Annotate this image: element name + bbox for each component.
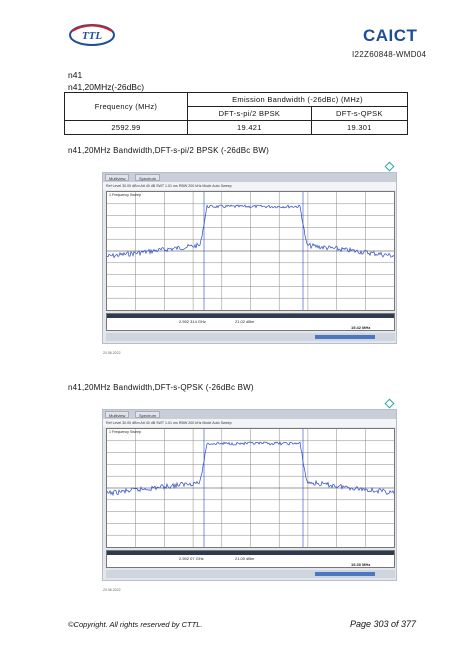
trace-label: 1 Frequency Sweep [109, 430, 141, 434]
spectrum-screenshot-bpsk [102, 172, 397, 344]
spectrum-trace [107, 429, 394, 547]
tab-spectrum: Spectrum [135, 411, 160, 418]
progress-bar [315, 335, 375, 339]
spectrum-plot [106, 428, 395, 548]
timestamp: 20.06.2022 [103, 351, 121, 355]
page-number: Page 303 of 377 [350, 619, 417, 629]
tab-spectrum: Spectrum [135, 174, 160, 181]
marker-icon [385, 399, 395, 409]
marker-table-header [107, 551, 394, 555]
marker-frequency: 2.592 07 GHz [179, 556, 204, 561]
tab-bar [103, 410, 396, 419]
cell-qpsk: 19.301 [311, 121, 407, 135]
report-id: I22Z60848-WMD04 [352, 50, 427, 59]
trace-label: 1 Frequency Sweep [109, 193, 141, 197]
status-bar [106, 570, 395, 578]
tab-bar [103, 173, 396, 182]
table-row [65, 121, 408, 135]
cell-frequency: 2592.99 [65, 121, 188, 135]
table-title: n41,20MHz(-26dBc) [68, 82, 145, 92]
marker-level: 21.02 dBm [235, 319, 255, 324]
timestamp: 20.06.2022 [103, 588, 121, 592]
band-heading: n41 [68, 70, 83, 80]
occupied-bandwidth: 19.42 MHz [351, 325, 371, 330]
caict-logo: CAICT [363, 26, 418, 45]
spectrum-screenshot-qpsk [102, 409, 397, 581]
col-emission-header: Emission Bandwidth (-26dBc) (MHz) [188, 93, 408, 107]
section-title-bpsk: n41,20MHz Bandwidth,DFT-s-pi/2 BPSK (-26dBc BW) [68, 146, 270, 155]
marker-table-header [107, 314, 394, 318]
marker-icon [385, 162, 395, 172]
col-frequency-header: Frequency (MHz) [65, 93, 188, 121]
progress-bar [315, 572, 375, 576]
marker-table [106, 550, 395, 568]
tti-logo-text: TTL [81, 30, 103, 42]
marker-frequency: 2.592 314 GHz [179, 319, 206, 324]
occupied-bandwidth: 19.30 MHz [351, 562, 371, 567]
tab-multiview: Multiview [105, 174, 129, 181]
spectrum-plot [106, 191, 395, 311]
tti-logo [68, 22, 116, 48]
cell-bpsk: 19.421 [188, 121, 312, 135]
spectrum-trace [107, 192, 394, 310]
analyzer-settings: Ref Level 30.00 dBm Att 40 dB SWT 1.01 ms RBW 200 kHz Mode Auto Sweep [103, 419, 396, 427]
section-title-qpsk: n41,20MHz Bandwidth,DFT-s-QPSK (-26dBc BW) [68, 383, 254, 392]
marker-table [106, 313, 395, 331]
status-bar [106, 333, 395, 341]
emission-bandwidth-table [64, 92, 408, 135]
col-qpsk-header: DFT-s-QPSK [311, 107, 407, 121]
copyright: ©Copyright. All rights reserved by CTTL. [68, 620, 203, 629]
tab-multiview: Multiview [105, 411, 129, 418]
analyzer-settings: Ref Level 30.00 dBm Att 40 dB SWT 1.01 ms RBW 200 kHz Mode Auto Sweep [103, 182, 396, 190]
marker-level: 21.00 dBm [235, 556, 255, 561]
col-bpsk-header: DFT-s-pi/2 BPSK [188, 107, 312, 121]
